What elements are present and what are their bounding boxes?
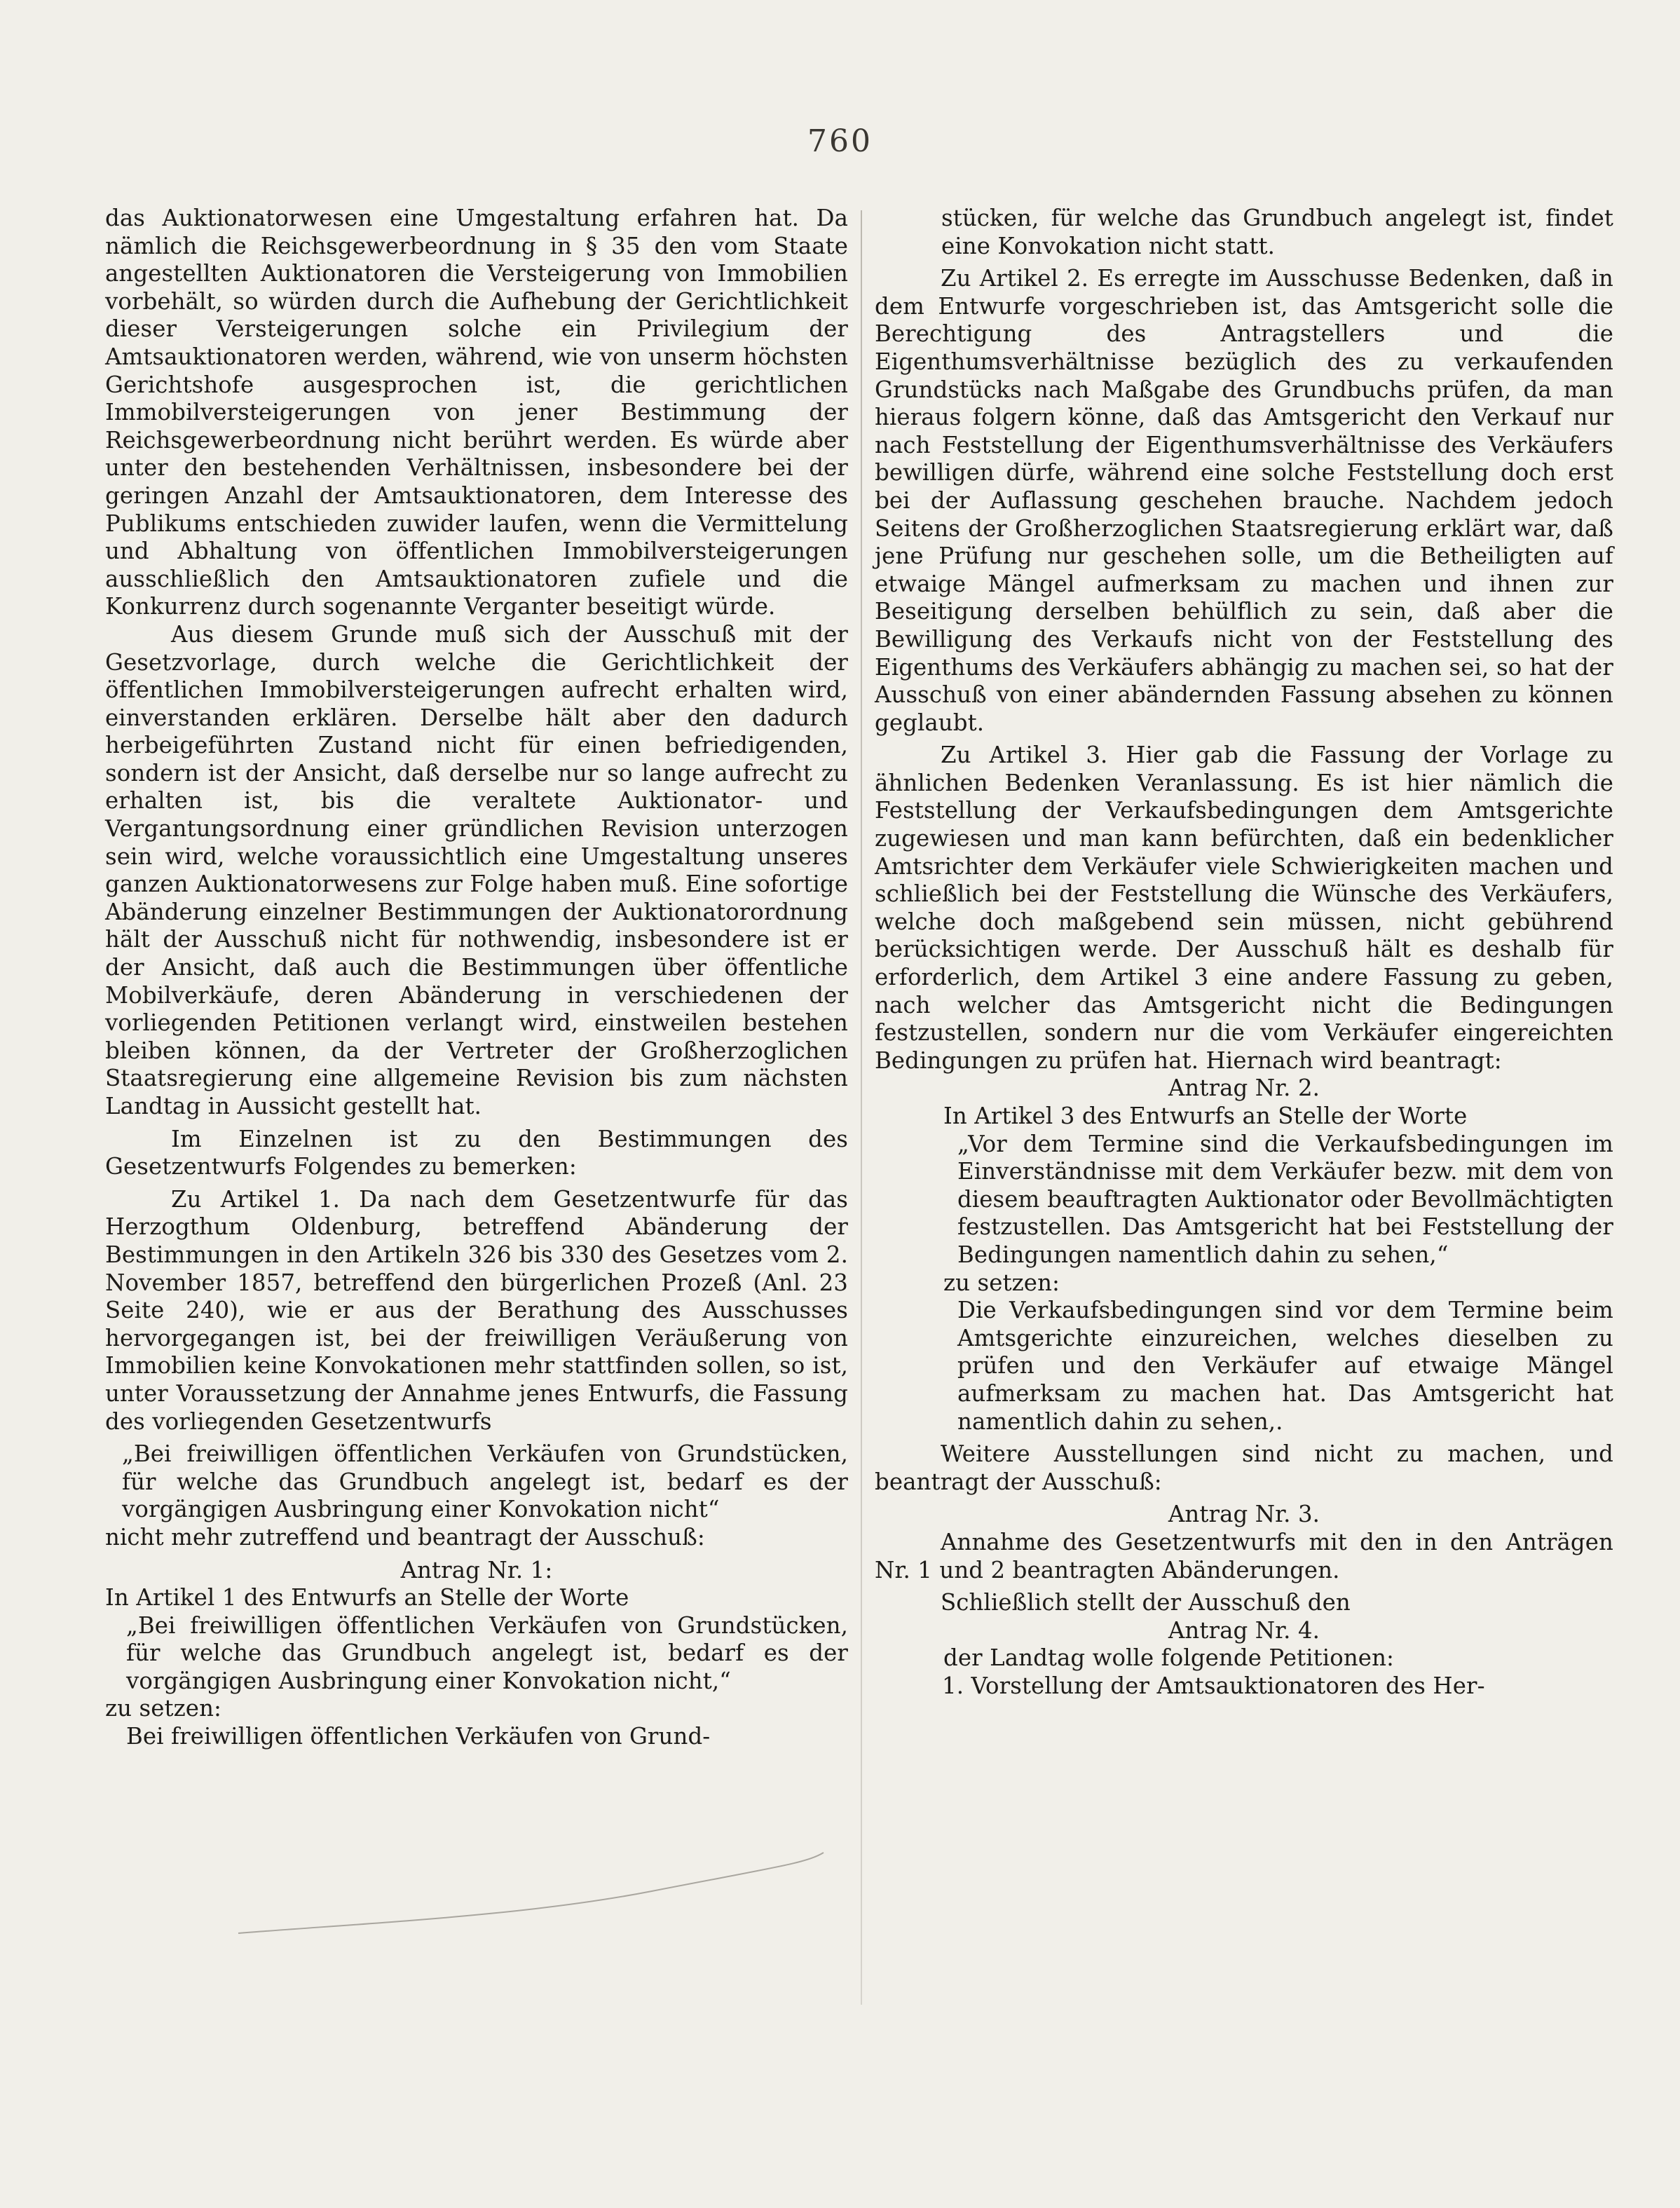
antrag-3-title: Antrag Nr. 3. (1168, 1501, 1320, 1528)
antrag-1-title: Antrag Nr. 1: (400, 1556, 553, 1583)
paragraph-schliesslich: Schließlich stellt der Ausschuß den (941, 1589, 1351, 1616)
antrag-1-quote: „Bei freiwilligen öffentlichen Verkäufen von Grundstücken, für welche das Grundbuch angelegt ist, bedarf es der vorgängigen Ausbringung einer Konvokation nicht,“ (126, 1611, 848, 1694)
paragraph-im-einzelnen: Im Einzelnen ist zu den Bestimmungen des Gesetzentwurfs Folgendes zu bemerken: (105, 1125, 848, 1180)
left-column (105, 205, 848, 1751)
antrag-2-replacement: Die Verkaufsbedingungen sind vor dem Termine beim Amtsgerichte einzureichen, welches dieselben zu prüfen und den Verkäufer auf etwaige Mängel aufmerksam zu machen hat. Das Amtsgericht hat namentlich dahin zu sehen,. (957, 1297, 1613, 1435)
page-number: 760 (807, 123, 873, 159)
antrag-4-title: Antrag Nr. 4. (1168, 1616, 1320, 1644)
paragraph-zu-artikel-1: Zu Artikel 1. Da nach dem Gesetzentwurfe für das Herzogthum Oldenburg, betreffend Abänderung der Bestimmungen in den Artikeln 326 bis 330 des Gesetzes vom 2. November 1857, betreffend den bürgerlichen Prozeß (Anl. 23 Seite 240), wie er aus der Berathung des Ausschusses hervorgegangen ist, bei der freiwilligen Veräußerung von Immobilien keine Konvokationen mehr stattfinden sollen, so ist, unter Voraussetzung der Annahme jenes Entwurfs, die Fassung des vorliegenden Gesetzentwurfs (105, 1185, 848, 1435)
quote-original-wording: „Bei freiwilligen öffentlichen Verkäufen von Grundstücken, für welche das Grundbuch angelegt ist, bedarf es der vorgängigen Ausbringung einer Konvokation nicht“ (122, 1440, 848, 1523)
paragraph-zu-artikel-3: Zu Artikel 3. Hier gab die Fassung der Vorlage zu ähnlichen Bedenken Veranlassung. Es ist hier nämlich die Feststellung der Verkaufsbedingungen dem Amtsgerichte zugewiesen und man kann befürchten, daß ein bedenklicher Amtsrichter dem Verkäufer viele Schwierigkeiten machen und schließlich bei der Feststellung die Wünsche des Verkäufers, welche doch maßgebend sein müssen, nicht gebührend berücksichtigen werde. Der Ausschuß hält es deshalb für erforderlich, dem Artikel 3 eine andere Fassung zu geben, nach welcher das Amtsgericht nicht die Bedingungen festzustellen, sondern nur die vom Verkäufer eingereichten Bedingungen zu prüfen hat. Hiernach wird beantragt: (875, 742, 1613, 1074)
right-column (875, 205, 1613, 1700)
column-divider (861, 210, 862, 2005)
antrag-4-intro: der Landtag wolle folgende Petitionen: (943, 1644, 1395, 1672)
antrag-2-title: Antrag Nr. 2. (1168, 1075, 1320, 1102)
paragraph-zu-artikel-2: Zu Artikel 2. Es erregte im Ausschusse Bedenken, daß in dem Entwurfe vorgeschrieben ist, das Amtsgericht solle die Berechtigung des Antragstellers und die Eigenthumsverhältnisse bezüglich des zu verkaufenden Grundstücks nach Maßgabe des Grundbuchs prüfen, da man hieraus folgern könne, daß das Amtsgericht den Verkauf nur nach Feststellung der Eigenthumsverhältnisse des Verkäufers bewilligen dürfe, während eine solche Feststellung doch erst bei der Auflassung geschehen brauche. Nachdem jedoch Seitens der Großherzoglichen Staatsregierung erklärt war, daß jene Prüfung nur geschehen solle, um die Betheiligten auf etwaige Mängel aufmerksam zu machen und ihnen zur Beseitigung derselben behülflich zu sein, daß aber die Bewilligung des Verkaufs nicht von der Feststellung des Eigenthums des Verkäufers abhängig zu machen sei, so hat der Ausschuß von einer abändernden Fassung absehen zu können geglaubt. (875, 265, 1613, 736)
antrag-1-intro: In Artikel 1 des Entwurfs an Stelle der Worte (105, 1584, 629, 1611)
paragraph-aus-diesem-grunde: Aus diesem Grunde muß sich der Ausschuß mit der Gesetzvorlage, durch welche die Gerichtlichkeit der öffentlichen Immobilversteigerungen aufrecht erhalten wird, einverstanden erklären. Derselbe hält aber den dadurch herbeigeführten Zustand nicht für einen befriedigenden, sondern ist der Ansicht, daß derselbe nur so lange aufrecht zu erhalten ist, bis die veraltete Auktionator- und Vergantungsordnung einer gründlichen Revision unterzogen sein wird, welche voraussichtlich eine Umgestaltung unseres ganzen Auktionatorwesens zur Folge haben muß. Eine sofortige Abänderung einzelner Bestimmungen der Auktionatorordnung hält der Ausschuß nicht für nothwendig, insbesondere ist er der Ansicht, daß auch die Bestimmungen über öffentliche Mobilverkäufe, deren Abänderung in verschiedenen der vorliegenden Petitionen verlangt wird, einstweilen bestehen bleiben können, da der Vertreter der Großherzoglichen Staatsregierung eine allgemeine Revision bis zum nächsten Landtag in Aussicht gestellt hat. (105, 620, 848, 1119)
paragraph-auktionatorwesen: das Auktionatorwesen eine Umgestaltung erfahren hat. Da nämlich die Reichsgewerbeordnung in § 35 den vom Staate angestellten Auktionatoren die Versteigerung von Immobilien vorbehält, so würden durch die Aufhebung der Gerichtlichkeit dieser Versteigerungen solche ein Privilegium der Amtsauktionatoren werden, während, wie von unserm höchsten Gerichtshofe ausgesprochen ist, die gerichtlichen Immobilversteigerungen von jener Bestimmung der Reichsgewerbeordnung nicht berührt werden. Es würde aber unter den bestehenden Verhältnissen, insbesondere bei der geringen Anzahl der Amtsauktionatoren, dem Interesse des Publikums entschieden zuwider laufen, wenn die Vermittelung und Abhaltung von öffentlichen Immobilversteigerungen ausschließlich den Amtsauktionatoren zufiele und die Konkurrenz durch sogenannte Verganter beseitigt würde. (105, 205, 848, 620)
pencil-strikethrough-mark (231, 1849, 827, 1947)
antrag-3-text: Annahme des Gesetzentwurfs mit den in den Anträgen Nr. 1 und 2 beantragten Abänderungen. (875, 1528, 1613, 1583)
antrag-1-zu-setzen: zu setzen: (105, 1695, 222, 1722)
antrag-1-replacement: Bei freiwilligen öffentlichen Verkäufen von Grund- (126, 1723, 711, 1750)
petition-list-item-1: 1. Vorstellung der Amtsauktionatoren des Her- (942, 1672, 1485, 1699)
paragraph-continuation: stücken, für welche das Grundbuch angelegt ist, findet eine Konvokation nicht statt. (941, 205, 1613, 259)
antrag-2-intro: In Artikel 3 des Entwurfs an Stelle der Worte (943, 1103, 1468, 1129)
antrag-2-quote: „Vor dem Termine sind die Verkaufsbedingungen im Einverständnisse mit dem Verkäufer bezw. mit dem von diesem beauftragten Auktionator oder Bevollmächtigten festzustellen. Das Amtsgericht hat bei Feststellung der Bedingungen namentlich dahin zu sehen,“ (957, 1130, 1613, 1268)
antrag-2-zu-setzen: zu setzen: (943, 1269, 1060, 1296)
paragraph-weitere-ausstellungen: Weitere Ausstellungen sind nicht zu machen, und beantragt der Ausschuß: (875, 1440, 1613, 1495)
paragraph-nicht-mehr-zutreffend: nicht mehr zutreffend und beantragt der Ausschuß: (105, 1523, 705, 1551)
